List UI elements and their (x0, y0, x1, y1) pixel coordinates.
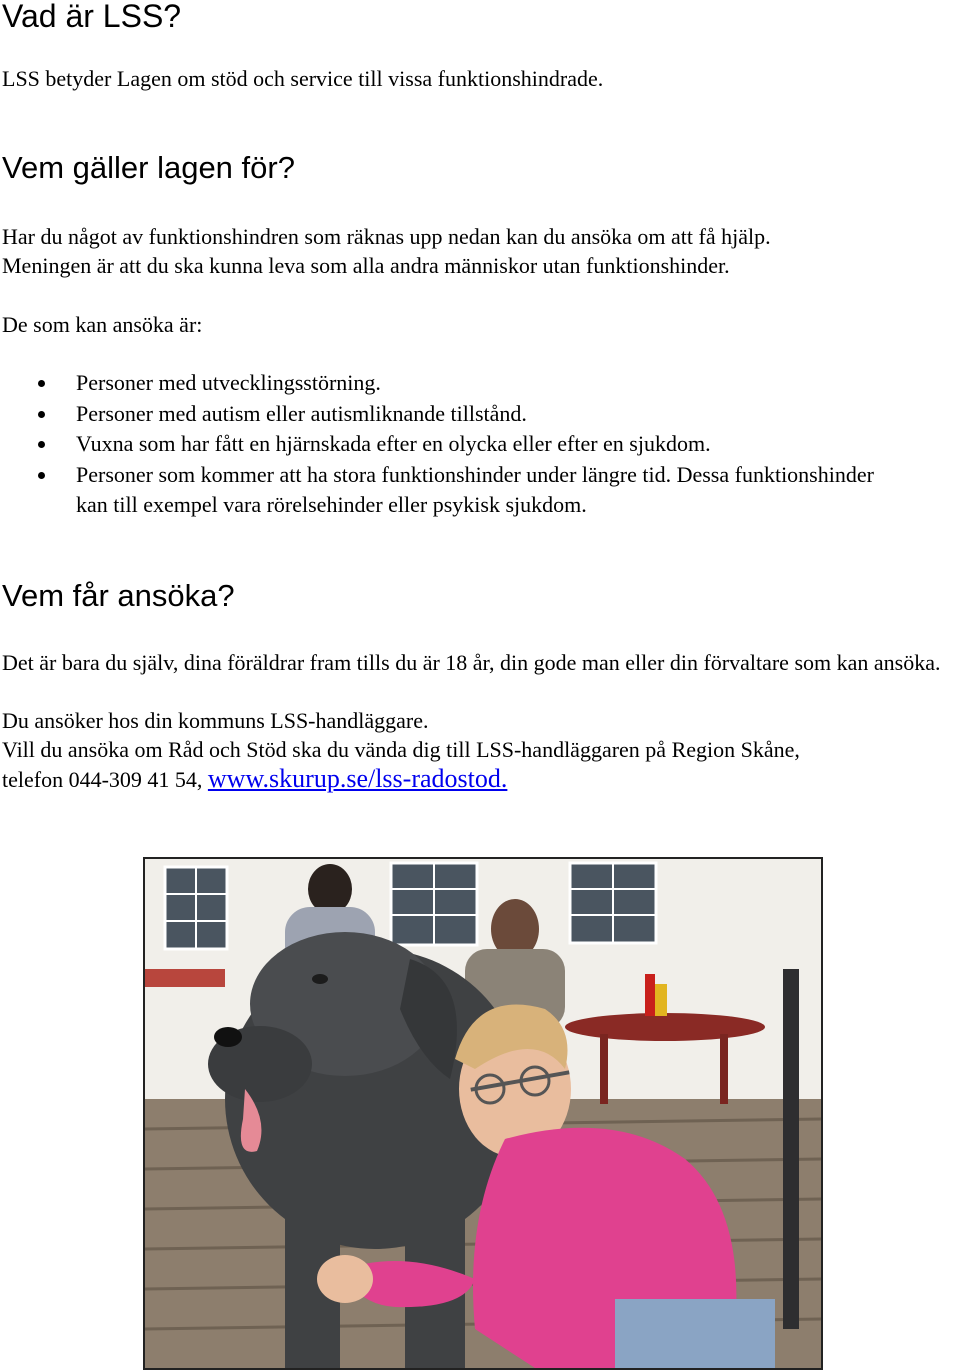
contact-phone: telefon 044-309 41 54, (2, 767, 208, 792)
photo-woman-with-dog (143, 857, 823, 1370)
intro-line-2: Meningen är att du ska kunna leva som alla andra människor utan funktionshinder. (2, 253, 730, 278)
list-item (0, 368, 900, 399)
eligibility-list (0, 368, 900, 521)
list-item (0, 399, 900, 430)
contact-line-1: Vill du ansöka om Råd och Stöd ska du vända dig till LSS-handläggaren på Region Skåne, (2, 737, 800, 762)
website-link[interactable]: www.skurup.se/lss-radostod. (207, 764, 508, 793)
list-item-text: Personer som kommer att ha stora funktionshinder under längre tid. Dessa funktionshinder kan till exempel vara rörelsehinder eller psykisk sjukdom. (76, 461, 874, 517)
section-heading-apply: Vem får ansöka? (2, 578, 235, 613)
list-item-text: Personer med utvecklingsstörning. (76, 370, 381, 395)
list-item (0, 429, 900, 460)
apply-where: Du ansöker hos din kommuns LSS-handläggare. (2, 708, 429, 733)
list-item (0, 460, 900, 521)
section-heading-who: Vem gäller lagen för? (2, 150, 295, 185)
bullet-icon (38, 472, 45, 479)
bullet-icon (38, 380, 45, 387)
intro-line-1: Har du något av funktionshindren som räknas upp nedan kan du ansöka om att få hjälp. (2, 224, 771, 249)
list-item-text: Vuxna som har fått en hjärnskada efter en olycka eller efter en sjukdom. (76, 431, 711, 456)
list-item-text: Personer med autism eller autismliknande tillstånd. (76, 400, 527, 426)
lss-definition: LSS betyder Lagen om stöd och service till vissa funktionshindrade. (2, 66, 604, 91)
who-can-apply: Det är bara du själv, dina föräldrar fram tills du är 18 år, din gode man eller din förvaltare som kan ansöka. (2, 650, 941, 675)
contact-paragraph (2, 735, 800, 794)
bullet-icon (38, 411, 45, 418)
page-title: Vad är LSS? (2, 0, 182, 34)
intro-paragraph (2, 222, 771, 280)
eligible-lead: De som kan ansöka är: (2, 312, 203, 337)
photo-illustration (145, 859, 821, 1368)
bullet-icon (38, 441, 45, 448)
